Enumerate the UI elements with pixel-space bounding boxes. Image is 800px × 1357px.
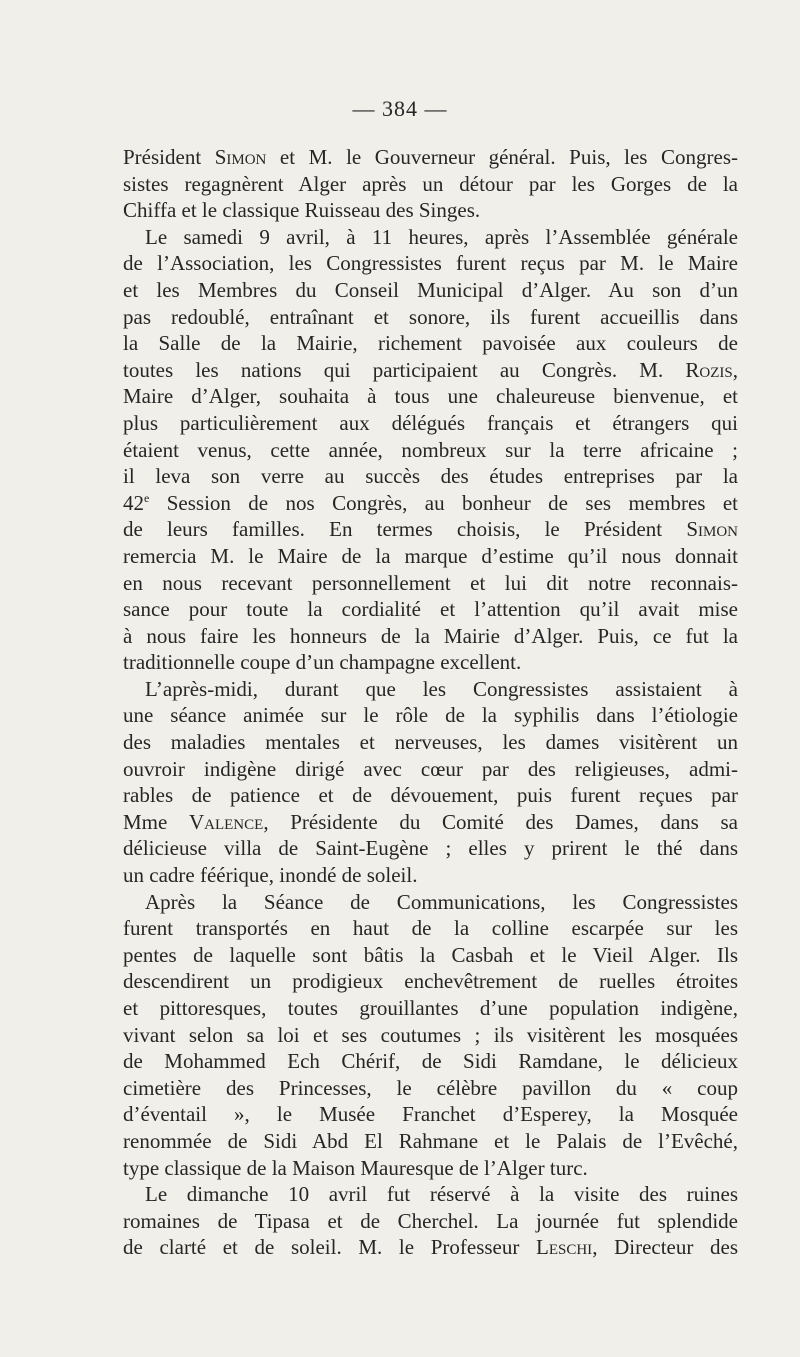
text-segment: , Directeur des [592,1235,738,1260]
text-line [123,1128,738,1155]
text-segment: type classique de la Maison Mauresque de l’Alger turc. [123,1155,588,1180]
text-line [123,835,738,862]
text-segment: Le dimanche 10 avril fut réservé à la visite des ruines [145,1182,738,1207]
text-line [123,915,738,942]
text-line [123,649,738,676]
text-segment: traditionnelle coupe d’un champagne excellent. [123,650,522,675]
text-line [123,1155,738,1182]
text-segment: rables de patience et de dévouement, puis furent reçues par [123,783,738,808]
text-line [123,277,738,304]
text-segment: de l’Association, les Congressistes furent reçus par M. le Maire [123,251,738,276]
text-line [123,1181,738,1208]
text-segment: Président [123,145,215,169]
text-segment: toutes les nations qui participaient au Congrès. M. [123,357,686,382]
text-line [123,463,738,490]
text-segment: et pittoresques, toutes grouillantes d’une population indigène, [123,996,738,1020]
text-line [123,995,738,1022]
name-smallcaps: Simon [214,145,267,169]
text-line [123,676,738,703]
text-segment: furent transportés en haut de la colline escarpée sur les [123,916,738,941]
text-line [123,1101,738,1128]
text-line [123,570,738,597]
text-line [123,756,738,783]
name-smallcaps: Valence [188,809,264,834]
text-segment: de clarté et de soleil. M. le Professeur [123,1235,537,1260]
text-line [123,1048,738,1075]
text-segment: de leurs familles. En termes choisis, le Président [123,517,687,542]
text-segment: la Salle de la Mairie, richement pavoisée aux couleurs de [123,331,738,356]
text-segment: 42 [123,490,144,515]
text-line [123,889,738,916]
text-segment: étaient venus, cette année, nombreux sur la terre africaine ; [123,437,738,462]
text-line [123,862,738,889]
text-segment: plus particulièrement aux délégués français et étrangers qui [123,410,738,435]
ordinal-superscript: e [144,490,150,505]
text-segment: , Présidente du Comité des Dames, dans sa [263,809,738,834]
text-segment: délicieuse villa de Saint-Eugène ; elles y prirent le thé dans [123,836,738,861]
text-line [123,224,738,251]
text-line [123,1234,738,1261]
text-line [123,304,738,331]
text-line [123,490,738,517]
text-line [123,330,738,357]
text-line [123,543,738,570]
text-segment: sistes regagnèrent Alger après un détour par les Gorges de la [123,171,738,196]
text-line [123,729,738,756]
text-segment: il leva son verre au succès des études entreprises par la [123,464,738,489]
name-smallcaps: Leschi [536,1235,593,1260]
text-segment: renommée de Sidi Abd El Rahmane et le Palais de l’Evêché, [123,1128,738,1153]
text-line [123,144,738,171]
text-line [123,437,738,464]
text-line [123,596,738,623]
text-segment: romaines de Tipasa et de Cherchel. La journée fut splendide [123,1208,738,1233]
text-line [123,942,738,969]
text-line [123,968,738,995]
text-segment: et M. le Gouverneur général. Puis, les Congres- [266,145,738,169]
body-text [123,144,738,1261]
text-line [123,410,738,437]
text-line [123,623,738,650]
text-segment: d’éventail », le Musée Franchet d’Esperey, la Mosquée [123,1102,738,1127]
text-line [123,516,738,543]
text-line [123,1075,738,1102]
name-smallcaps: Simon [686,517,738,542]
text-segment: et les Membres du Conseil Municipal d’Alger. Au son d’un [123,277,738,302]
text-segment: un cadre féérique, inondé de soleil. [123,863,418,888]
text-line [123,782,738,809]
text-segment: des maladies mentales et nerveuses, les dames visitèrent un [123,730,738,755]
text-line [123,357,738,384]
text-segment: , [732,357,738,382]
text-line [123,171,738,198]
text-line [123,702,738,729]
text-line [123,383,738,410]
page-number: — 384 — [352,96,448,121]
text-segment: Chiffa et le classique Ruisseau des Singes. [123,198,481,223]
text-segment: ouvroir indigène dirigé avec cœur par des religieuses, admi- [123,756,738,781]
name-smallcaps: Rozis [685,357,733,382]
text-segment: L’après-midi, durant que les Congressistes assistaient à [145,676,738,701]
text-line [123,809,738,836]
text-segment: descendirent un prodigieux enchevêtrement de ruelles étroites [123,969,738,994]
text-segment: Maire d’Alger, souhaita à tous une chaleureuse bienvenue, et [123,384,738,409]
text-segment: une séance animée sur le rôle de la syphilis dans l’étiologie [123,703,738,728]
text-segment: Après la Séance de Communications, les Congressistes [145,889,738,914]
text-segment: en nous recevant personnellement et lui dit notre reconnais- [123,570,738,595]
text-segment: à nous faire les honneurs de la Mairie d’Alger. Puis, ce fut la [123,623,738,648]
text-segment: vivant selon sa loi et ses coutumes ; ils visitèrent les mosquées [123,1022,738,1047]
text-line [123,197,738,224]
text-segment: sance pour toute la cordialité et l’attention qu’il avait mise [123,597,738,622]
text-segment: remercia M. le Maire de la marque d’estime qu’il nous donnait [123,543,738,568]
text-segment: pas redoublé, entraînant et sonore, ils furent accueillis dans [123,304,738,329]
text-segment: Mme [123,809,189,834]
text-segment: pentes de laquelle sont bâtis la Casbah et le Vieil Alger. Ils [123,942,738,967]
text-segment: de Mohammed Ech Chérif, de Sidi Ramdane, le délicieux [123,1049,738,1074]
text-segment: cimetière des Princesses, le célèbre pavillon du « coup [123,1075,738,1100]
text-segment: Le samedi 9 avril, à 11 heures, après l’Assemblée générale [145,224,738,249]
text-line [123,1208,738,1235]
text-line [123,250,738,277]
text-segment: Session de nos Congrès, au bonheur de ses membres et [149,490,738,515]
text-line [123,1022,738,1049]
